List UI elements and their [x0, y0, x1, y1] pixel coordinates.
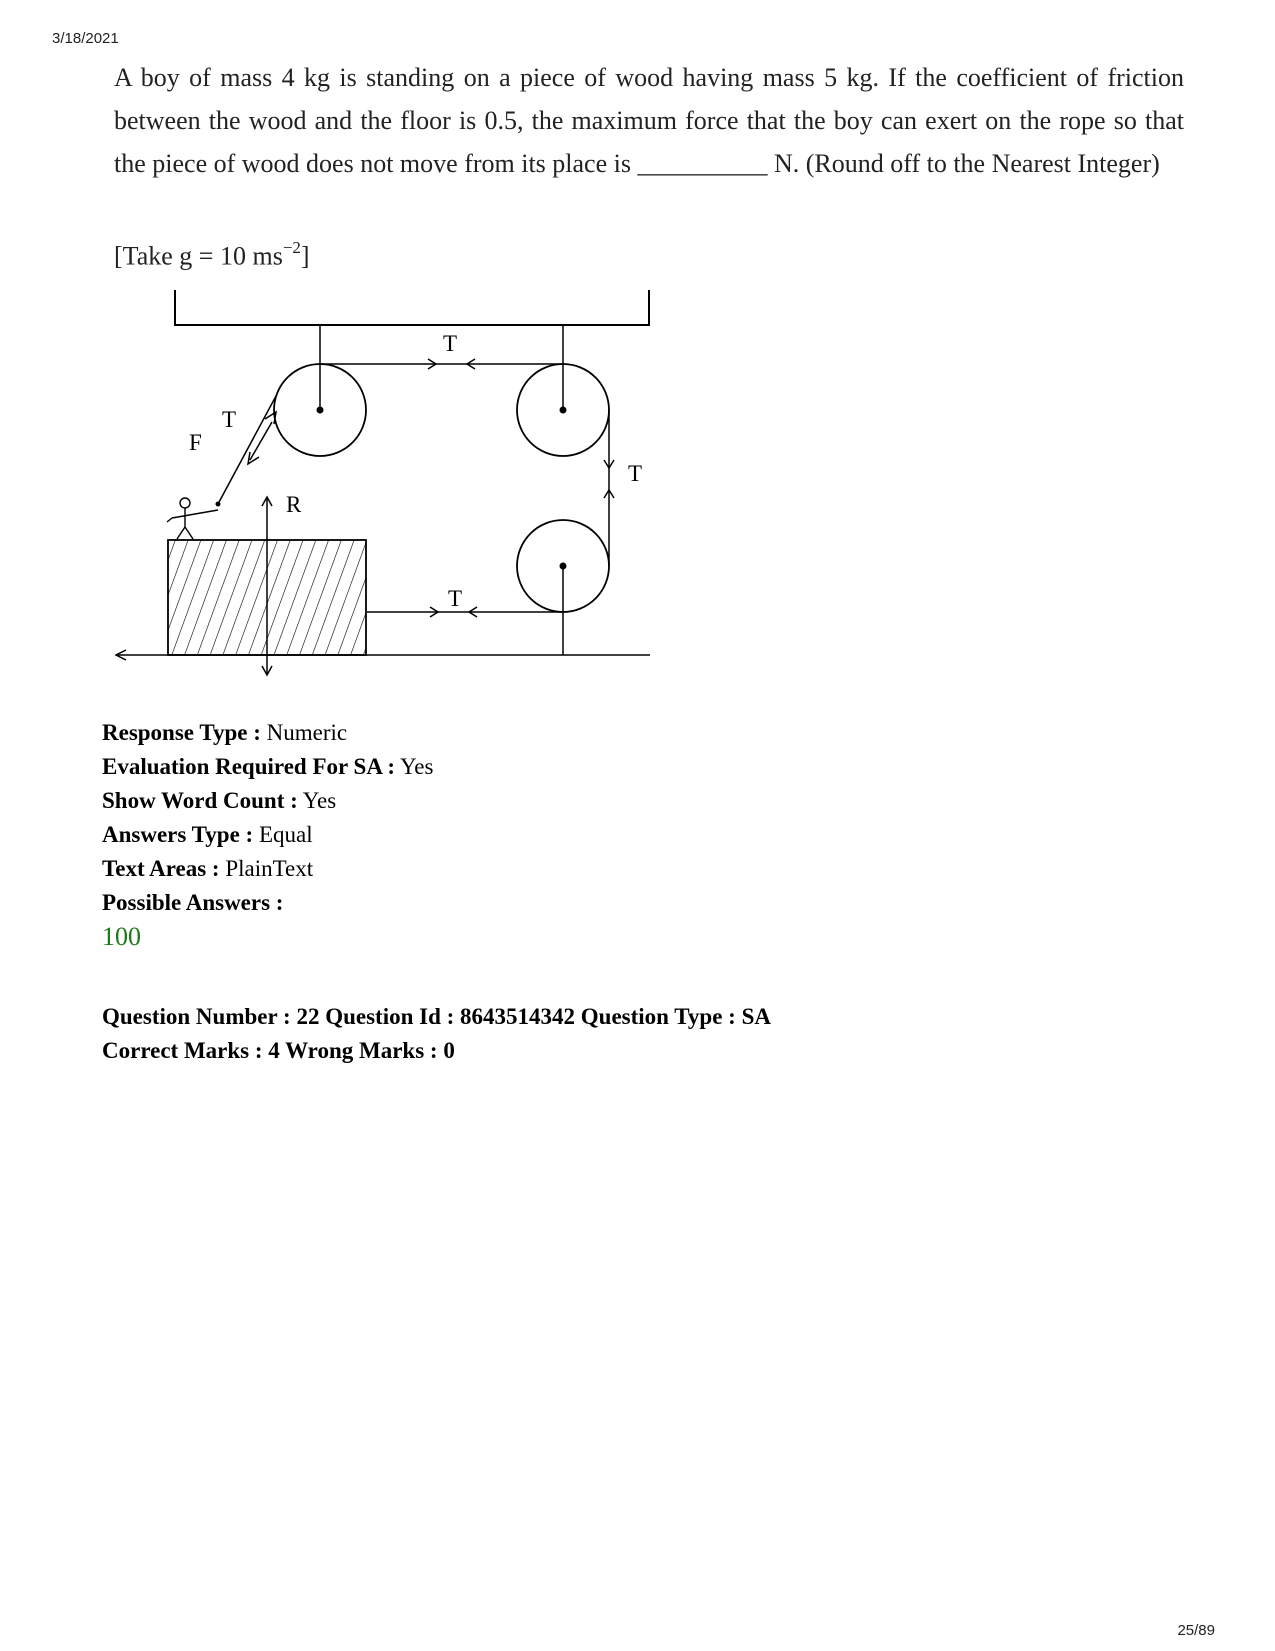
label-tension-left: T — [222, 407, 237, 432]
label-reaction: R — [286, 492, 302, 517]
pulley-diagram — [100, 290, 700, 700]
meta-answers-type: Answers Type : Equal — [102, 822, 313, 847]
label-tension-bottom: T — [448, 586, 463, 611]
question-meta — [102, 716, 433, 920]
gravity-suffix: ] — [300, 241, 310, 271]
meta-possible-answers: Possible Answers : — [102, 890, 284, 915]
label-tension-top: T — [443, 331, 458, 356]
meta-text-areas: Text Areas : PlainText — [102, 856, 314, 881]
label-tension-right: T — [628, 461, 643, 486]
boy-figure — [167, 498, 218, 539]
possible-answer-value: 100 — [102, 922, 141, 951]
meta-response-type: Response Type : Numeric — [102, 720, 348, 745]
next-question-line2: Correct Marks : 4 Wrong Marks : 0 — [102, 1038, 455, 1063]
meta-word-count: Show Word Count : Yes — [102, 788, 337, 813]
question-text: A boy of mass 4 kg is standing on a piece of wood having mass 5 kg. If the coefficient of friction between the wood and the floor is 0.5, the maximum force that the boy can exert on the rope so that the piece of wood does not move from its place is __________ N. (Round off to the Nearest Integer) — [114, 63, 1184, 178]
ceiling-beam — [175, 290, 649, 325]
gravity-prefix: [Take g = 10 ms — [114, 241, 283, 271]
force-line — [250, 422, 272, 460]
label-force: F — [189, 430, 202, 455]
meta-evaluation: Evaluation Required For SA : Yes — [102, 754, 434, 779]
next-question-header — [102, 1000, 771, 1068]
next-question-line1: Question Number : 22 Question Id : 8643514342 Question Type : SA — [102, 1004, 771, 1029]
gravity-exponent: −2 — [282, 238, 301, 257]
page-number: 25/89 — [1177, 1622, 1215, 1639]
header-date: 3/18/2021 — [52, 30, 119, 47]
gravity-note — [114, 240, 310, 272]
